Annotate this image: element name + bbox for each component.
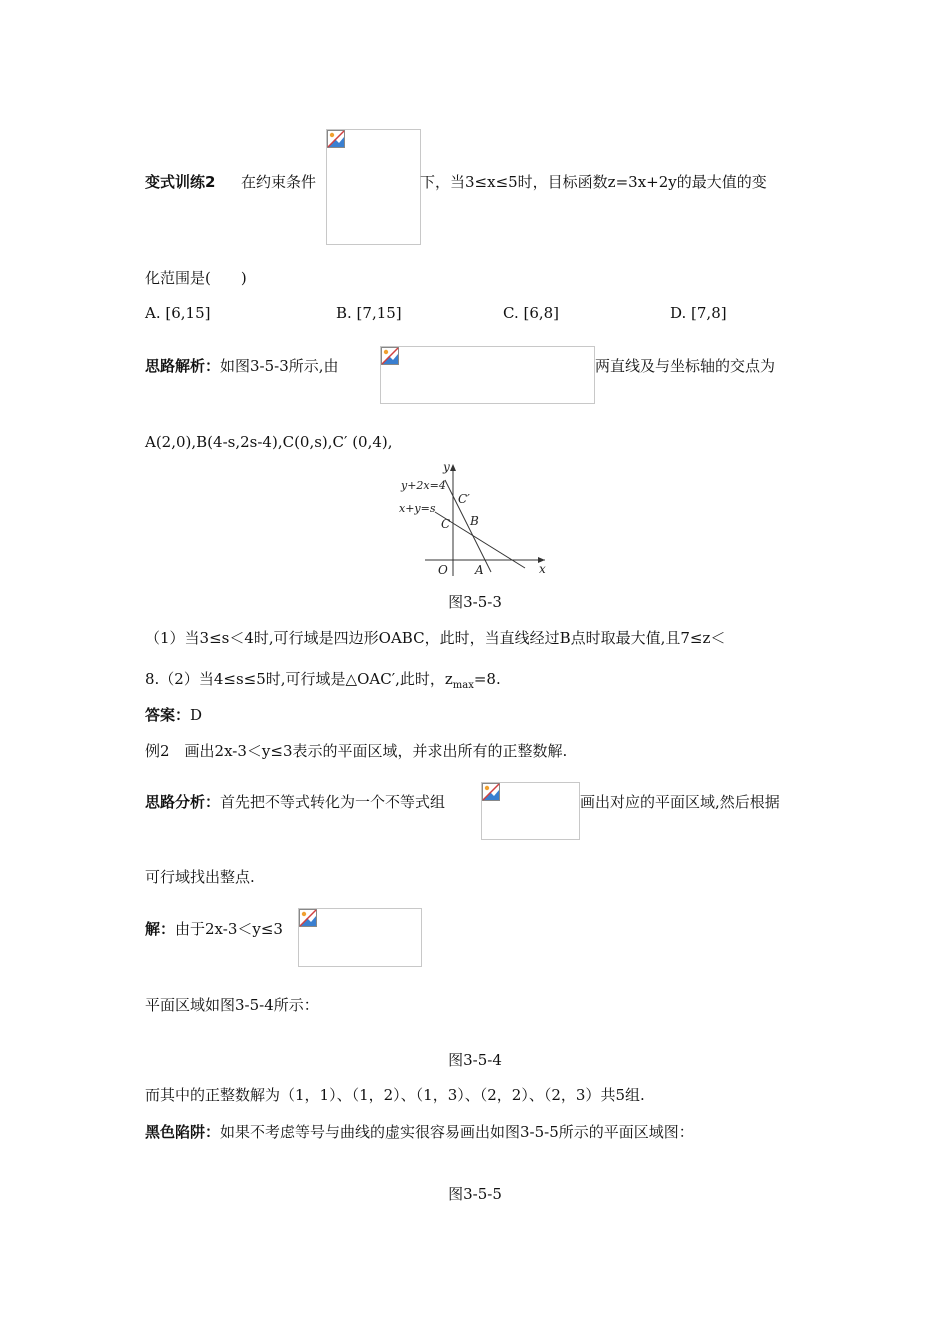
solution-label: 解： [145, 920, 176, 938]
broken-image-icon [299, 909, 317, 927]
figure-3-5-5-caption: 图3-5-5 [448, 1185, 502, 1203]
analysis2-line [145, 792, 445, 812]
answer-line [145, 705, 202, 725]
exercise-pre-text: 在约束条件 [241, 173, 317, 191]
exercise-line [145, 172, 316, 192]
broken-image-icon [381, 347, 399, 365]
analysis2-post-text: 画出对应的平面区域,然后根据 [580, 793, 780, 811]
option-c: C. [6,8] [503, 304, 560, 322]
case2-post: =8. [473, 670, 501, 688]
case2-line [145, 669, 501, 696]
analysis1-post-text: 两直线及与坐标轴的交点为 [595, 357, 776, 375]
label-line1: y+2x=4 [401, 479, 446, 492]
analysis2-cont-text: 可行域找出整点. [145, 868, 255, 886]
case1-text: （1）当3≤s＜4时,可行域是四边形OABC，此时，当直线经过B点时取最大值,且7≤z＜ [145, 629, 726, 647]
analysis1-points: A(2,0),B(4-s,2s-4),C(0,s),C′ (0,4), [145, 433, 393, 451]
analysis2-label: 思路分析： [145, 793, 221, 811]
case2-sub: max [452, 680, 474, 691]
solution-image-placeholder [298, 908, 422, 967]
solution-line [145, 919, 283, 939]
label-x: x [539, 562, 546, 576]
exercise-post-text: 下，当3≤x≤5时，目标函数z=3x+2y的最大值的变 [420, 173, 767, 191]
label-y: y [443, 460, 450, 474]
option-a: A. [6,15] [145, 304, 211, 322]
inequality-system-image-placeholder [481, 782, 580, 840]
equation-image-placeholder [380, 346, 595, 404]
label-a: A [475, 563, 484, 577]
constraint-image-placeholder [326, 129, 421, 245]
label-line2: x+y=s [399, 502, 436, 515]
solution-pre-text: 由于2x-3＜y≤3 [175, 920, 283, 938]
integer-solutions-text: 而其中的正整数解为（1，1）、（1，2）、（1，3）、（2，2）、（2，3）共5组. [145, 1086, 645, 1104]
label-origin: O [438, 563, 448, 577]
analysis1-label: 思路解析： [145, 357, 221, 375]
label-c-prime: C′ [458, 492, 470, 506]
broken-image-icon [327, 130, 345, 148]
exercise-cont-text: 化范围是( ) [145, 269, 247, 287]
case2-pre: 8.（2）当4≤s≤5时,可行域是△OAC′,此时，z [145, 670, 453, 688]
exercise-label: 变式训练2 [145, 173, 216, 191]
option-b: B. [7,15] [336, 304, 402, 322]
label-b: B [470, 514, 479, 528]
y-axis-arrow [450, 464, 456, 471]
label-c: C [441, 517, 451, 531]
analysis1-pre-text: 如图3-5-3所示,由 [220, 357, 339, 375]
option-d: D. [7,8] [670, 304, 727, 322]
answer-value: D [190, 706, 203, 724]
figure-3-5-3-caption: 图3-5-3 [448, 593, 502, 611]
trap-line [145, 1122, 694, 1142]
analysis2-pre-text: 首先把不等式转化为一个不等式组 [220, 793, 446, 811]
analysis1-line [145, 356, 339, 376]
broken-image-icon [482, 783, 500, 801]
figure-3-5-3 [395, 460, 555, 580]
solution-region-text: 平面区域如图3-5-4所示： [145, 996, 319, 1014]
answer-label: 答案： [145, 706, 191, 724]
trap-text: 如果不考虑等号与曲线的虚实很容易画出如图3-5-5所示的平面区域图： [220, 1123, 694, 1141]
example2-text: 例2 画出2x-3＜y≤3表示的平面区域，并求出所有的正整数解. [145, 742, 568, 760]
trap-label: 黑色陷阱： [145, 1123, 221, 1141]
figure-3-5-4-caption: 图3-5-4 [448, 1051, 502, 1069]
